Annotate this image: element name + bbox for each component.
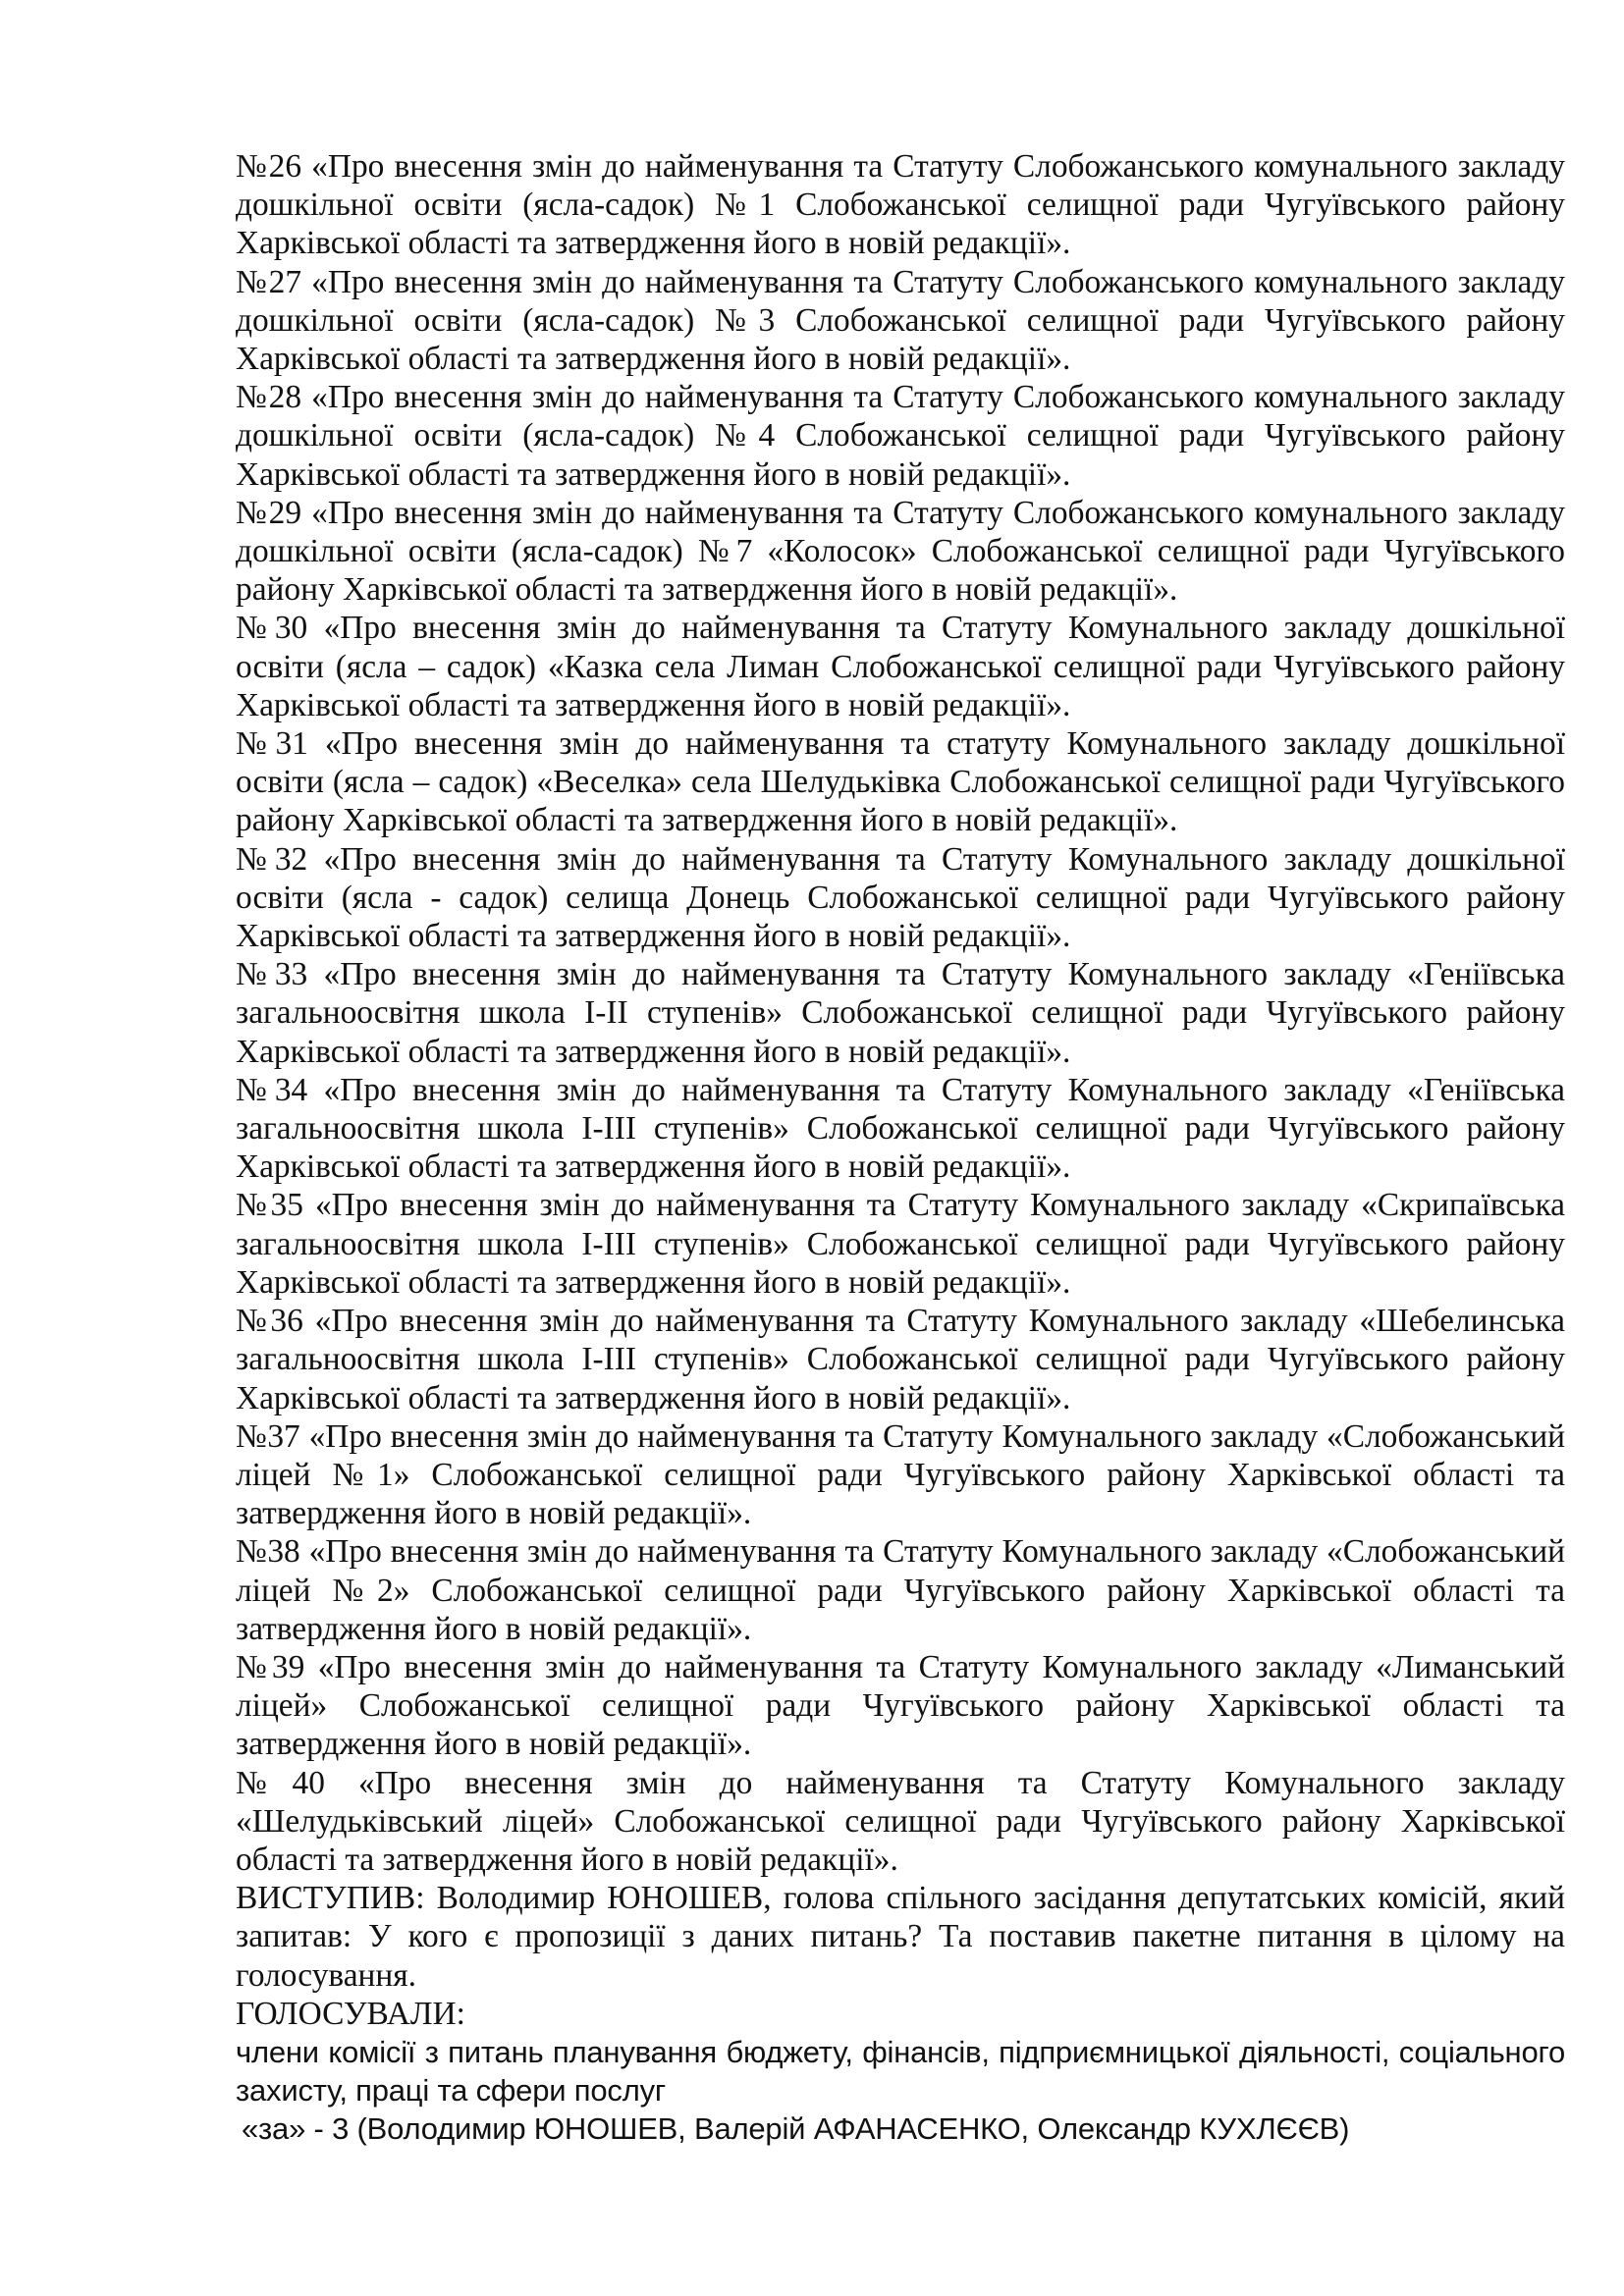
resolution-35: №35 «Про внесення змін до найменування та Статуту Комунального закладу «Скрипаївська загальноосвітня школа І-ІІІ ступенів» Слобожанської селищної ради Чугуївського району Харківської області та затвердження його в новій редакції». <box>236 1187 1565 1301</box>
resolution-39: №39 «Про внесення змін до найменування та Статуту Комунального закладу «Лиманський ліцей» Слобожанської селищної ради Чугуївського району Харківської області та затвердження його в новій редакції». <box>236 1648 1565 1763</box>
resolution-37: №37 «Про внесення змін до найменування та Статуту Комунального закладу «Слобожанський ліцей №1» Слобожанської селищної ради Чугуївського району Харківської області та затвердження його в новій редакції». <box>236 1417 1565 1532</box>
resolution-28: №28 «Про внесення змін до найменування та Статуту Слобожанського комунального закладу дошкільної освіти (ясла-садок) №4 Слобожанської селищної ради Чугуївського району Харківської області та затвердження його в новій редакції». <box>236 379 1565 493</box>
resolution-40: №40 «Про внесення змін до найменування та Статуту Комунального закладу «Шелудьківський ліцей» Слобожанської селищної ради Чугуївського району Харківської області та затвердження його в новій редакції». <box>236 1764 1565 1878</box>
resolution-36: №36 «Про внесення змін до найменування та Статуту Комунального закладу «Шебелинська загальноосвітня школа І-ІІІ ступенів» Слобожанської селищної ради Чугуївського району Харківської області та затвердження його в новій редакції». <box>236 1303 1565 1416</box>
resolution-32: №32 «Про внесення змін до найменування та Статуту Комунального закладу дошкільної освіти (ясла - садок) селища Донець Слобожанської селищної ради Чугуївського району Харківської області та затвердження його в новій редакції». <box>236 840 1565 955</box>
resolution-31: №31 «Про внесення змін до найменування та статуту Комунального закладу дошкільної освіти (ясла – садок) «Веселка» села Шелудьківка Слобожанської селищної ради Чугуївського району Харківської області та затвердження його в новій редакції». <box>236 725 1565 839</box>
vote-for-result: «за» - 3 (Володимир ЮНОШЕВ, Валерій АФАНАСЕНКО, Олександр КУХЛЄЄВ) <box>242 2111 1350 2147</box>
resolutions-list <box>236 147 1565 1879</box>
resolution-33: №33 «Про внесення змін до найменування та Статуту Комунального закладу «Геніївська загальноосвітня школа І-ІІ ступенів» Слобожанської селищної ради Чугуївського району Харківської області та затвердження його в новій редакції». <box>236 956 1565 1070</box>
speech-paragraph: ВИСТУПИВ: Володимир ЮНОШЕВ, голова спільного засідання депутатських комісій, який запитав: У кого є пропозиції з даних питань? Та поставив пакетне питання в цілому на голосування. <box>236 1880 1565 1994</box>
voted-heading: ГОЛОСУВАЛИ: <box>236 1995 465 2032</box>
committee-members: члени комісії з питань планування бюджету, фінансів, підприємницької діяльності, соціального захисту, праці та сфери послуг <box>236 2034 1565 2109</box>
resolution-26: №26 «Про внесення змін до найменування та Статуту Слобожанського комунального закладу дошкільної освіти (ясла-садок) №1 Слобожанської селищної ради Чугуївського району Харківської області та затвердження його в новій редакції». <box>236 148 1565 262</box>
resolution-30: №30 «Про внесення змін до найменування та Статуту Комунального закладу дошкільної освіти (ясла – садок) «Казка села Лиман Слобожанської селищної ради Чугуївського району Харківської області та затвердження його в новій редакції». <box>236 610 1565 723</box>
resolution-29: №29 «Про внесення змін до найменування та Статуту Слобожанського комунального закладу дошкільної освіти (ясла-садок) №7 «Колосок» Слобожанської селищної ради Чугуївського району Харківської області та затвердження його в новій редакції». <box>236 494 1565 609</box>
resolution-34: №34 «Про внесення змін до найменування та Статуту Комунального закладу «Геніївська загальноосвітня школа І-ІІІ ступенів» Слобожанської селищної ради Чугуївського району Харківської області та затвердження його в новій редакції». <box>236 1071 1565 1186</box>
resolution-27: №27 «Про внесення змін до найменування та Статуту Слобожанського комунального закладу дошкільної освіти (ясла-садок) №3 Слобожанської селищної ради Чугуївського району Харківської області та затвердження його в новій редакції». <box>236 263 1565 378</box>
document-page <box>236 147 1565 2149</box>
resolution-38: №38 «Про внесення змін до найменування та Статуту Комунального закладу «Слобожанський ліцей №2» Слобожанської селищної ради Чугуївського району Харківської області та затвердження його в новій редакції». <box>236 1533 1565 1647</box>
